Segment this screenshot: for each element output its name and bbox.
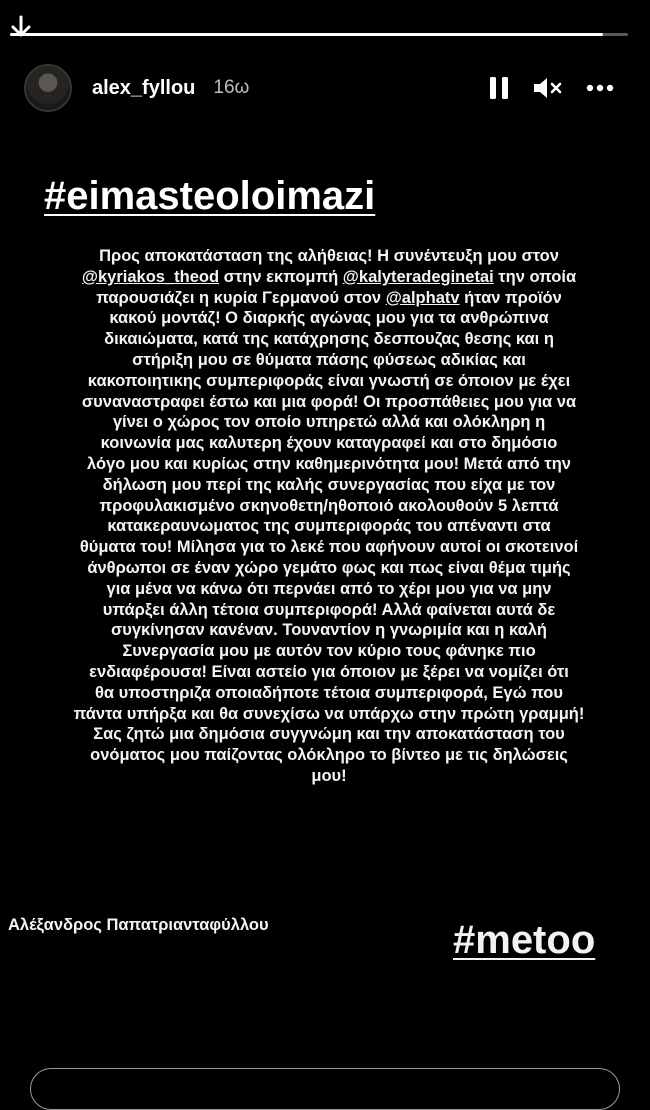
username[interactable]: alex_fyllou [92,76,196,99]
post-text-line: για μένα να κάνω ότι περνάει από το χέρι μου για να μην [106,579,552,598]
pause-icon[interactable] [488,75,510,101]
post-text-line: λόγο μου και κυρίως στην καθημερινότητα μου! Μετά από την [87,454,571,473]
post-text-line: προφυλακισμένο σκηνοθετη/ηθοποιό ακολουθούν 5 λεπτά [99,496,559,515]
post-text-line: δικαιώματα, κατά της κατάχρησης δεσπουζας θεσης και η [104,330,554,349]
timestamp: 16ω [213,77,250,98]
post-text-segment: παρουσιάζει η κυρία Γερμανού στον [96,288,386,307]
hashtag-bottom[interactable]: #metoo [453,918,596,962]
more-icon[interactable] [586,75,614,101]
post-text-line: θα υποστηριζα οποιαδήποτε τέτοια συμπεριφορά, Εγώ που [95,683,563,702]
story-header [24,60,614,116]
avatar[interactable] [24,64,72,112]
post-text-line [8,288,650,309]
mention-link[interactable]: @kalyteradeginetai [342,267,494,286]
signature: Αλέξανδρος Παπατριανταφύλλου [8,916,269,934]
post-text-line: στήριξη μου σε θύματα πάσης φύσεως αδικίας και [132,350,526,369]
post-text-line: άνθρωποι σε έναν χώρο γεμάτο φως και πως είναι θέμα τιμής [87,558,571,577]
post-text-segment: ήταν προϊόν [459,288,562,307]
post-text-line: κατακεραυνωματος της συμπεριφοράς του απέναντι στα [107,517,551,536]
post-text-line: μου! [311,766,347,785]
post-text-line: γίνει ο χώρος τον οποίο υπηρετώ αλλά και ολόκληρη η [112,413,546,432]
mute-icon[interactable] [532,75,564,101]
post-text-line: Σας ζητώ μια δημόσια συγγνώμη και την αποκατάσταση του [93,725,565,744]
story-progress-fill [10,33,603,36]
post-text-line: θύματα του! Μίλησα για το λεκέ που αφήνουν αυτοί οι σκοτεινοί [79,538,579,557]
story-progress-bar [10,33,628,36]
post-text-line: κακοποιητικης συμπεριφοράς είναι γνωστή σε όποιον με έχει [87,371,571,390]
down-arrow-icon[interactable] [8,14,34,40]
story-controls [488,75,614,101]
post-text-line [8,267,650,288]
mention-link[interactable]: @kyriakos_theod [81,267,220,286]
post-text-segment: στην εκπομπή [219,267,343,286]
post-text-line: Συνεργασία μου με αυτόν τον κύριο τους φάνηκε πιο [122,642,536,661]
mention-link[interactable]: @alphatv [385,288,460,307]
hashtag-top[interactable]: #eimasteoloimazi [44,174,376,218]
post-body-text [8,246,650,787]
post-text-line: ενδιαφέρουσα! Είναι αστείο για όποιον με ξέρει να νομίζει ότι [89,662,569,681]
post-text-line: κακού μοντάζ! Ο διαρκής αγώνας μου για τα ανθρώπινα [109,309,549,328]
post-text-line: συναναστραφει έστω και μια φορά! Οι προσπάθειες μου για να [81,392,577,411]
post-text-line: πάντα υπήρξα και θα συνεχίσω να υπάρχω στην πρώτη γραμμή! [73,704,585,723]
post-text-segment: την οποία [493,267,577,286]
post-text-line: Προς αποκατάσταση της αλήθειας! Η συνέντευξη μου στον [99,247,559,265]
post-text-line: δήλωση μου περί της καλής συνεργασίας που είχα με τον [102,475,556,494]
post-text-line: κοινωνία μας καλυτερη έχουν καταγραφεί και στο δημόσιο [100,434,558,453]
post-text-line: συγκίνησαν κανέναν. Τουναντίον η γνωριμία και η καλή [110,621,548,640]
reply-input[interactable] [30,1068,620,1110]
post-text-line: υπάρξει άλλη τέτοια συμπεριφορά! Αλλά φαίνεται αυτά δε [102,600,556,619]
post-text-line: ονόματος μου παίζοντας ολόκληρο το βίντεο με τις δηλώσεις [90,746,568,765]
